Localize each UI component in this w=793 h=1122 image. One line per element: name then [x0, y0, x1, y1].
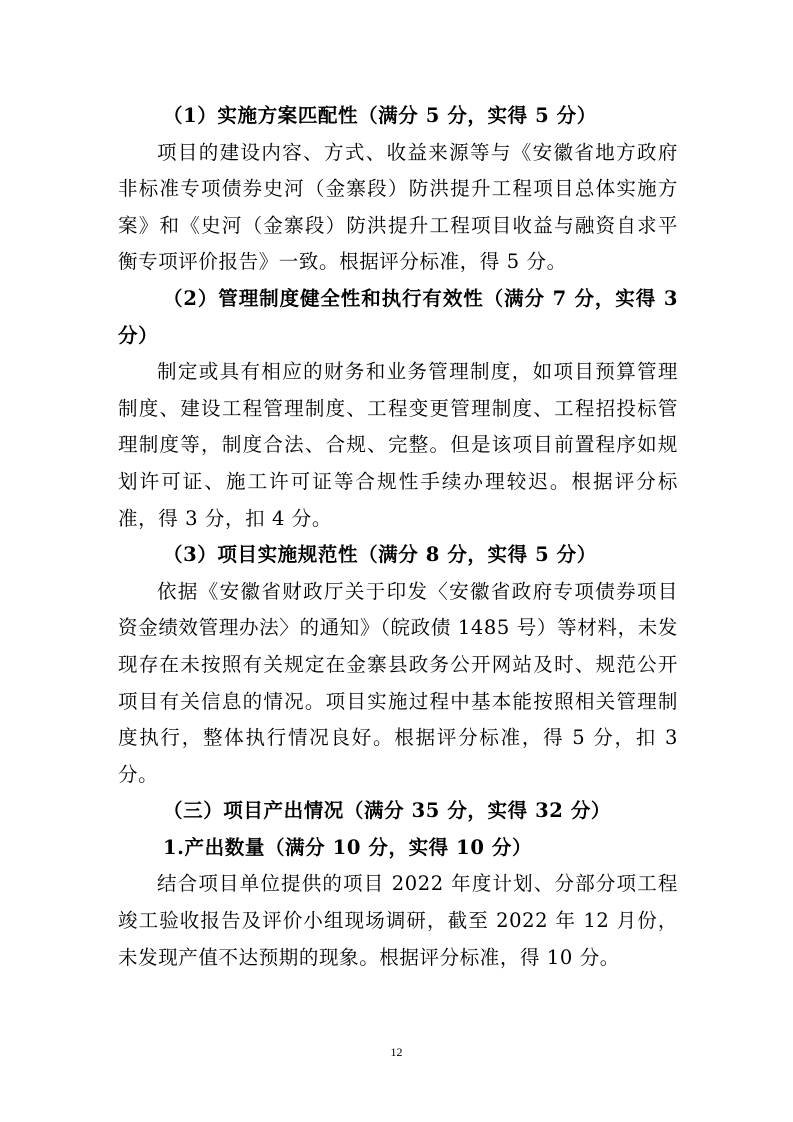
- heading-project-output: （三）项目产出情况（满分 35 分，实得 32 分）: [163, 799, 612, 823]
- heading-implementation-plan-match: （1）实施方案匹配性（满分 5 分，实得 5 分）: [163, 104, 597, 127]
- heading-output-quantity: 1.产出数量（满分 10 分，实得 10 分）: [163, 835, 533, 859]
- heading-management-system: （2）管理制度健全性和执行有效性（满分 7 分，实得 3 分）: [118, 286, 678, 347]
- document-page: [118, 98, 678, 976]
- paragraph-implementation-standard: 依据《安徽省财政厅关于印发〈安徽省政府专项债券项目资金绩效管理办法〉的通知》（皖政债 1485 号）等材料，未发现存在未按照有关规定在金寨县政务公开网站及时、规范公开项目有关信息的情况。项目实施过程中基本能按照相关管理制度执行，整体执行情况良好。根据评分标准，得 5 分，扣 3 分。: [118, 579, 678, 786]
- heading-implementation-standard: （3）项目实施规范性（满分 8 分，实得 5 分）: [163, 543, 597, 567]
- paragraph-implementation-plan-match: 项目的建设内容、方式、收益来源等与《安徽省地方政府非标准专项债券史河（金寨段）防洪提升工程项目总体实施方案》和《史河（金寨段）防洪提升工程项目收益与融资自求平衡专项评价报告》一致。根据评分标准，得 5 分。: [118, 140, 678, 274]
- page-number: 12: [390, 1045, 403, 1059]
- paragraph-management-system: 制定或具有相应的财务和业务管理制度，如项目预算管理制度、建设工程管理制度、工程变更管理制度、工程招投标管理制度等，制度合法、合规、完整。但是该项目前置程序如规划许可证、施工许可证等合规性手续办理较迟。根据评分标准，得 3 分，扣 4 分。: [118, 360, 678, 530]
- paragraph-output-quantity: 结合项目单位提供的项目 2022 年度计划、分部分项工程竣工验收报告及评价小组现场调研，截至 2022 年 12 月份，未发现产值不达预期的现象。根据评分标准，得 10 分。: [118, 872, 678, 969]
